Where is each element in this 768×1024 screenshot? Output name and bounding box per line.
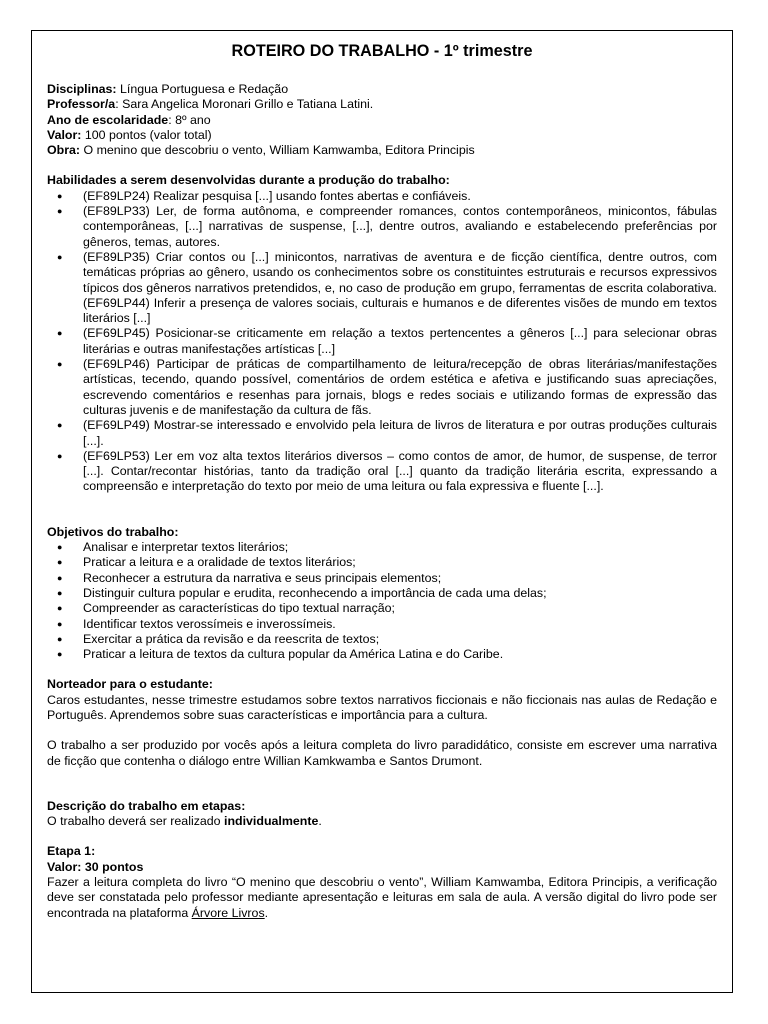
meta-obra [47,143,717,158]
meta-value: : 8º ano [168,112,211,127]
descricao-text-part: O trabalho deverá ser realizado [47,814,225,829]
norteador-paragraph-1: Caros estudantes, nesse trimestre estudamos sobre textos narrativos ficcionais e não ficcionais nas aulas de Redação e Português. Aprendemos sobre suas características e importância para a cultura. [47,692,717,722]
meta-label: Obra: [47,143,81,158]
etapa1-text-part: . [264,905,269,920]
descricao-title: Descrição do trabalho em etapas: [47,798,246,813]
etapa1-valor: Valor: 30 pontos [47,859,144,874]
list-item: ● Reconhecer a estrutura da narrativa e seus principais elementos; [47,571,717,586]
descricao-text-bold: individualmente [224,814,319,829]
habilidades-title: Habilidades a serem desenvolvidas durante a produção do trabalho: [47,173,450,188]
list-item: ● Analisar e interpretar textos literários; [47,540,717,555]
list-item: ● (EF69LP45) Posicionar-se criticamente em relação a textos pertencentes a gêneros [...] para selecionar obras literárias e outras manifestações artísticas [...] [47,326,717,357]
meta-label: Valor: [47,127,82,142]
list-item: ● Praticar a leitura de textos da cultura popular da América Latina e do Caribe. [47,647,717,662]
list-item: ● Identificar textos verossímeis e inverossímeis. [47,617,717,632]
list-item: ● Exercitar a prática da revisão e da reescrita de textos; [47,632,717,647]
meta-value: 100 pontos (valor total) [81,127,212,142]
meta-disciplinas [47,82,717,97]
list-item: ● (EF69LP49) Mostrar-se interessado e envolvido pela leitura de livros de literatura e por outras produções culturais [...]. [47,418,717,449]
meta-label: Disciplinas: [47,82,117,96]
etapa1-text [47,875,717,921]
meta-label: Professor/a [47,97,116,112]
arvore-livros-link[interactable]: Árvore Livros [191,905,265,920]
meta-professor [47,97,717,112]
list-item: ● (EF89LP24) Realizar pesquisa [...] usando fontes abertas e confiáveis. [47,189,717,204]
objetivos-title: Objetivos do trabalho: [47,524,179,539]
list-item: ● (EF89LP35) Criar contos ou [...] minicontos, narrativas de aventura e de ficção científica, dentre outros, com temáticas próprias ao gênero, usando os conhecimentos sobre os constituintes estruturais e recursos expressivos típicos dos gêneros narrativos pretendidos, e, no caso de produção em grupo, ferramentas de escrita colaborativa. (EF69LP44) Inferir a presença de valores sociais, culturais e humanos e de diferentes visões de mundo em textos literários [...] [47,250,717,326]
list-item: ● Praticar a leitura e a oralidade de textos literários; [47,555,717,570]
document-page [31,30,733,993]
list-item: ● (EF69LP53) Ler em voz alta textos literários diversos – como contos de amor, de humor, de suspense, de terror [...]. Contar/recontar histórias, tanto da tradição oral [...] quanto da tradição literária escrita, expressando a compreensão e interpretação do texto por meio de uma leitura ou fala expressiva e fluente [...]. [47,449,717,495]
meta-label: Ano de escolaridade [47,112,169,127]
meta-valor [47,128,717,143]
meta-ano [47,113,717,128]
page-title: ROTEIRO DO TRABALHO - 1º trimestre [231,42,533,60]
habilidades-list [47,189,717,495]
etapa1-title: Etapa 1: [47,844,96,859]
list-item: ● (EF69LP46) Participar de práticas de compartilhamento de leitura/recepção de obras literárias/manifestações artísticas, tecendo, quando possível, comentários de ordem estética e afetiva e justificando suas apreciações, escrevendo comentários e resenhas para jornais, blogs e redes sociais e utilizando formas de expressão das culturas juvenis e de manifestação da cultura de fãs. [47,357,717,418]
list-item: ● (EF89LP33) Ler, de forma autônoma, e compreender romances, contos contemporâneos, minicontos, fábulas contemporâneas, [...] narrativas de suspense, [...], dentre outros, avaliando e estabelecendo preferências por gêneros, temas, autores. [47,204,717,250]
norteador-paragraph-2: O trabalho a ser produzido por vocês após a leitura completa do livro paradidático, consiste em escrever uma narrativa de ficção que contenha o diálogo entre Willian Kamkwamba e Santos Drumont. [47,738,717,768]
meta-value: Língua Portuguesa e Redação [116,82,289,96]
meta-value: O menino que descobriu o vento, William Kamwamba, Editora Principis [80,143,475,158]
norteador-title: Norteador para o estudante: [47,677,213,692]
descricao-text [47,814,717,829]
objetivos-list [47,540,717,662]
list-item: ● Compreender as características do tipo textual narração; [47,601,717,616]
descricao-text-part: . [318,814,322,829]
meta-block [47,82,717,158]
etapa1-text-part: Fazer a leitura completa do livro “O menino que descobriu o vento”, William Kamwamba, Editora Principis, a verificação deve ser constatada pelo professor mediante apresentação e leituras em sala de aula. A versão digital do livro pode ser encontrada na plataforma [47,875,717,920]
list-item: ● Distinguir cultura popular e erudita, reconhecendo a importância de cada uma delas; [47,586,717,601]
meta-value: : Sara Angelica Moronari Grillo e Tatiana Latini. [115,97,374,112]
